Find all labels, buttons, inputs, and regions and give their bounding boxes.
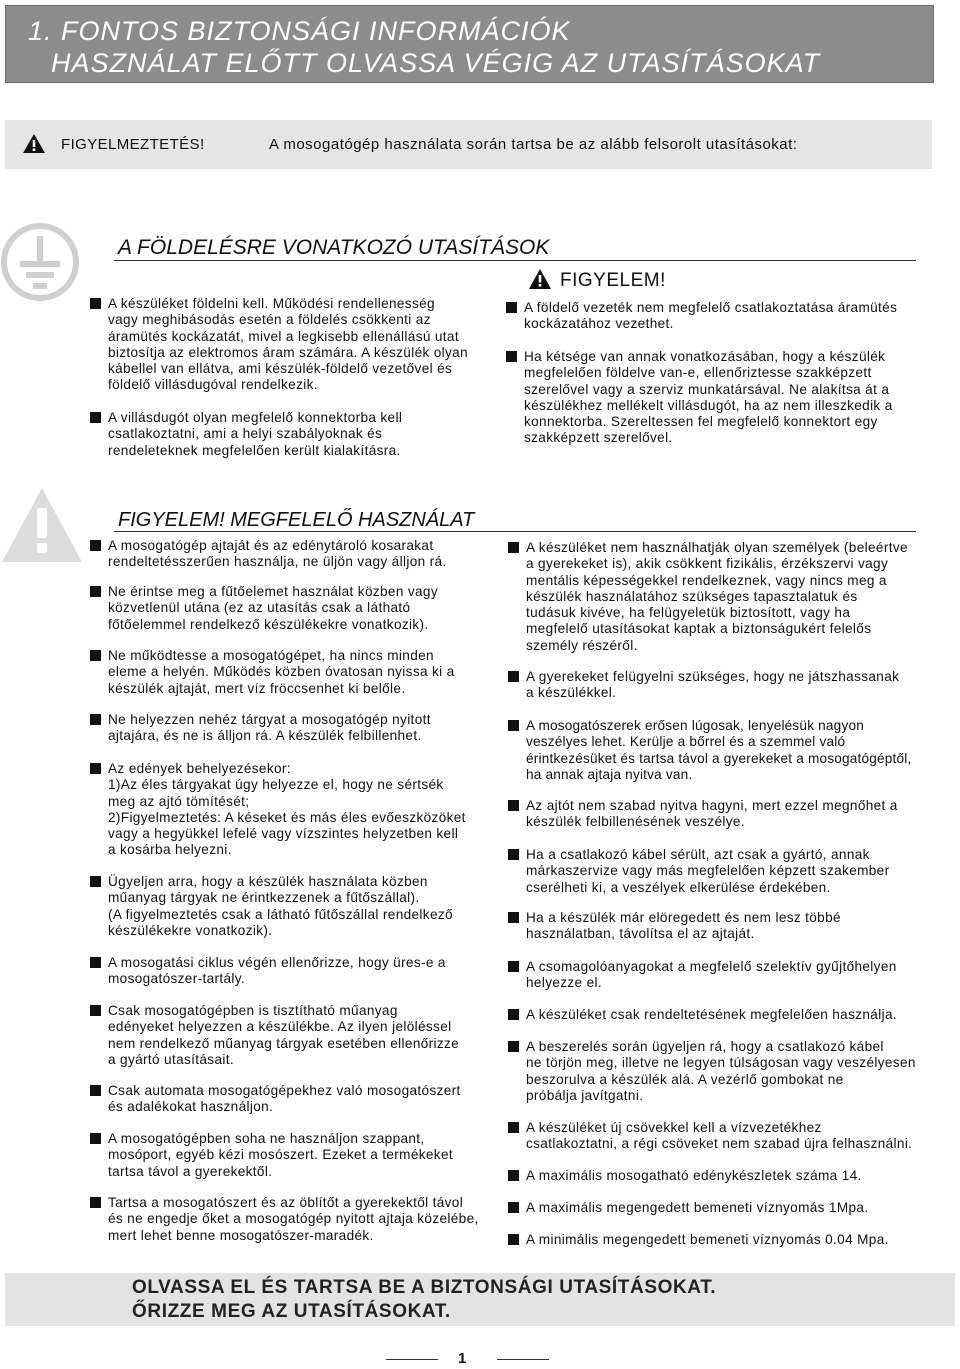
list-item: A minimális megengedett bemeneti víznyomás 0.04 Mpa. [526, 1232, 956, 1248]
list-item: A csomagolóanyagokat a megfelelő szelektív gyűjtőhelyen helyezze el. [526, 959, 956, 992]
list-item: A készüléket új csövekkel kell a vízvezetékhez csatlakoztatni, a régi csöveket nem szabad újra felhasználni. [526, 1120, 956, 1153]
bullet-icon [90, 650, 101, 661]
bullet-icon [90, 298, 101, 309]
list-item: Az edények behelyezésekor: 1)Az éles tárgyakat úgy helyezze el, hogy ne sértsék meg az ajtó tömítését; 2)Figyelmeztetés: A késeket és más éles evőeszközöket vagy a hegyükkel lefelé vagy vízszintes helyzetben kell a kosárba helyezni. [108, 761, 506, 859]
bullet-icon [90, 540, 101, 551]
list-item: Csak automata mosogatógépekhez való mosogatószert és adalékokat használjon. [108, 1083, 506, 1116]
list-item: Ne működtesse a mosogatógépet, ha nincs minden eleme a helyén. Működés közben óvatosan nyissa ki a készülék ajtaját, mert víz fröccsenhet ki belőle. [108, 648, 506, 697]
bullet-icon [508, 720, 519, 731]
list-item: A készüléket földelni kell. Működési rendellenesség vagy meghibásodás esetén a földelés csökkenti az áramütés kockázatát, mivel a legkisebb ellenállású utat biztosítja az elektromos áram számára. A készülék olyan kábellel van ellátva, ami készülék-földelő vezetővel és földelő villásdugóval rendelkezik. [108, 296, 503, 394]
bullet-icon [508, 542, 519, 553]
list-item: A maximális mosogatható edénykészletek száma 14. [526, 1168, 956, 1184]
bullet-icon [90, 763, 101, 774]
warning-triangle-icon [528, 268, 552, 290]
warning-bar [5, 120, 932, 169]
bullet-icon [90, 957, 101, 968]
bullet-icon [508, 1202, 519, 1213]
bullet-icon [508, 1170, 519, 1181]
bullet-icon [508, 800, 519, 811]
page-number: 1 [458, 1350, 467, 1367]
warning-text: A mosogatógép használata során tartsa be az alább felsorolt utasításokat: [269, 136, 798, 153]
list-item: Ha a készülék már elöregedett és nem lesz többé használatban, távolítsa el az ajtaját. [526, 910, 956, 943]
list-item: A földelő vezeték nem megfelelő csatlakoztatása áramütés kockázatához vezethet. [524, 300, 944, 333]
banner-title-line2: HASZNÁLAT ELŐTT OLVASSA VÉGIG AZ UTASÍTÁSOKAT [51, 48, 821, 78]
bullet-icon [508, 1234, 519, 1245]
bullet-icon [90, 412, 101, 423]
page-number-rule-right [497, 1359, 549, 1360]
list-item: Ha a csatlakozó kábel sérült, azt csak a gyártó, annak márkaszervize vagy más megfelelően képzett szakember cserélheti ki, a veszélyek elkerülése érdekében. [526, 847, 956, 896]
bullet-icon [508, 1041, 519, 1052]
proper-use-title: FIGYELEM! MEGFELELŐ HASZNÁLAT [118, 509, 475, 531]
list-item: A készüléket csak rendeltetésének megfelelően használja. [526, 1007, 956, 1023]
footer-bar [5, 1273, 955, 1326]
list-item: Az ajtót nem szabad nyitva hagyni, mert ezzel megnőhet a készülék felbillenésének veszélye. [526, 798, 956, 831]
bullet-icon [90, 1197, 101, 1208]
bullet-icon [506, 351, 517, 362]
bullet-icon [508, 961, 519, 972]
list-item: A mosogatási ciklus végén ellenőrizze, hogy üres-e a mosogatószer-tartály. [108, 955, 506, 988]
grounding-divider [114, 260, 916, 261]
bullet-icon [90, 1133, 101, 1144]
list-item: Ügyeljen arra, hogy a készülék használata közben műanyag tárgyak ne érintkezzenek a fűtőszállal). (A figyelmeztetés csak a látható fűtőszállal rendelkező készülékekre vonatkozik). [108, 874, 506, 939]
large-warning-triangle-icon [0, 486, 84, 566]
list-item: A beszerelés során ügyeljen rá, hogy a csatlakozó kábel ne törjön meg, illetve ne legyen túlságosan vagy veszélyesen beszorulva a készülék alá. A vezérlő gombokat ne próbálja javítgatni. [526, 1039, 956, 1104]
grounding-title: A FÖLDELÉSRE VONATKOZÓ UTASÍTÁSOK [118, 236, 550, 259]
list-item: Ha kétsége van annak vonatkozásában, hogy a készülék megfelelően földelve van-e, ellenőriztesse szakképzett szerelővel vagy a szerviz munkatársával. Ne alakítsa át a készülékhez mellékelt villásdugót, ha az nem illeszkedik a konnektorba. Szereltessen fel megfelelő konnektort egy szakképzett szerelővel. [524, 349, 944, 447]
bullet-icon [90, 1005, 101, 1016]
bullet-icon [508, 912, 519, 923]
footer-line1: OLVASSA EL ÉS TARTSA BE A BIZTONSÁGI UTASÍTÁSOKAT. [132, 1277, 717, 1298]
list-item: A maximális megengedett bemeneti víznyomás 1Mpa. [526, 1200, 956, 1216]
bullet-icon [508, 1122, 519, 1133]
bullet-icon [508, 849, 519, 860]
warning-triangle-icon [22, 133, 46, 154]
list-item: Tartsa a mosogatószert és az öblítőt a gyerekektől távol és ne engedje őket a mosogatógép nyitott ajtaja közelébe, mert lehet benne mosogatószer-maradék. [108, 1195, 518, 1244]
bullet-icon [90, 876, 101, 887]
list-item: A mosogatógépben soha ne használjon szappant, mosóport, egyéb kézi mosószert. Ezeket a termékeket tartsa távol a gyerekektől. [108, 1131, 506, 1180]
banner-title-line1: 1. FONTOS BIZTONSÁGI INFORMÁCIÓK [28, 16, 571, 46]
bullet-icon [90, 586, 101, 597]
footer-line2: ŐRIZZE MEG AZ UTASÍTÁSOKAT. [132, 1301, 451, 1322]
list-item: A mosogatószerek erősen lúgosak, lenyelésük nagyon veszélyes lehet. Kerülje a bőrrel és a szemmel való érintkezésüket és tartsa távol a gyerekeket a mosogatógéptől, ha annak ajtaja nyitva van. [526, 718, 958, 783]
bullet-icon [508, 1009, 519, 1020]
ground-symbol-icon [0, 222, 82, 304]
bullet-icon [90, 1085, 101, 1096]
list-item: A mosogatógép ajtaját és az edénytároló kosarakat rendeltetésszerűen használja, ne üljön vagy álljon rá. [108, 538, 506, 571]
proper-use-divider [114, 531, 916, 532]
grounding-warning-title: FIGYELEM! [560, 270, 666, 291]
warning-label: FIGYELMEZTETÉS! [61, 136, 205, 153]
header-banner [5, 5, 934, 83]
list-item: A villásdugót olyan megfelelő konnektorba kell csatlakoztatni, ami a helyi szabályoknak és rendeleteknek megfelelően került kialakításra. [108, 410, 503, 459]
list-item: Csak mosogatógépben is tisztítható műanyag edényeket helyezzen a készülékbe. Az ilyen jelöléssel nem rendelkező műanyag tárgyak esetében ellenőrizze a gyártó utasításait. [108, 1003, 506, 1068]
bullet-icon [90, 714, 101, 725]
page-number-rule-left [386, 1359, 438, 1360]
list-item: A gyerekeket felügyelni szükséges, hogy ne játszhassanak a készülékkel. [526, 669, 956, 702]
list-item: A készüléket nem használhatják olyan személyek (beleértve a gyerekeket is), akik csökkent fizikális, érzékszervi vagy mentális képességekkel rendelkeznek, vagy nincs meg a készülék használatához szükséges tapasztalatuk és tudásuk kivéve, ha felügyeletük biztosított, vagy ha megfelelő utasításokat kaptak a biztonságukért felelős személy részéről. [526, 540, 956, 654]
bullet-icon [508, 671, 519, 682]
bullet-icon [506, 302, 517, 313]
list-item: Ne helyezzen nehéz tárgyat a mosogatógép nyitott ajtajára, és ne is álljon rá. A készülék felbillenhet. [108, 712, 506, 745]
list-item: Ne érintse meg a fűtőelemet használat közben vagy közvetlenül utána (ez az utasítás csak a látható főtőelemmel rendelkező készülékekre vonatkozik). [108, 584, 506, 633]
